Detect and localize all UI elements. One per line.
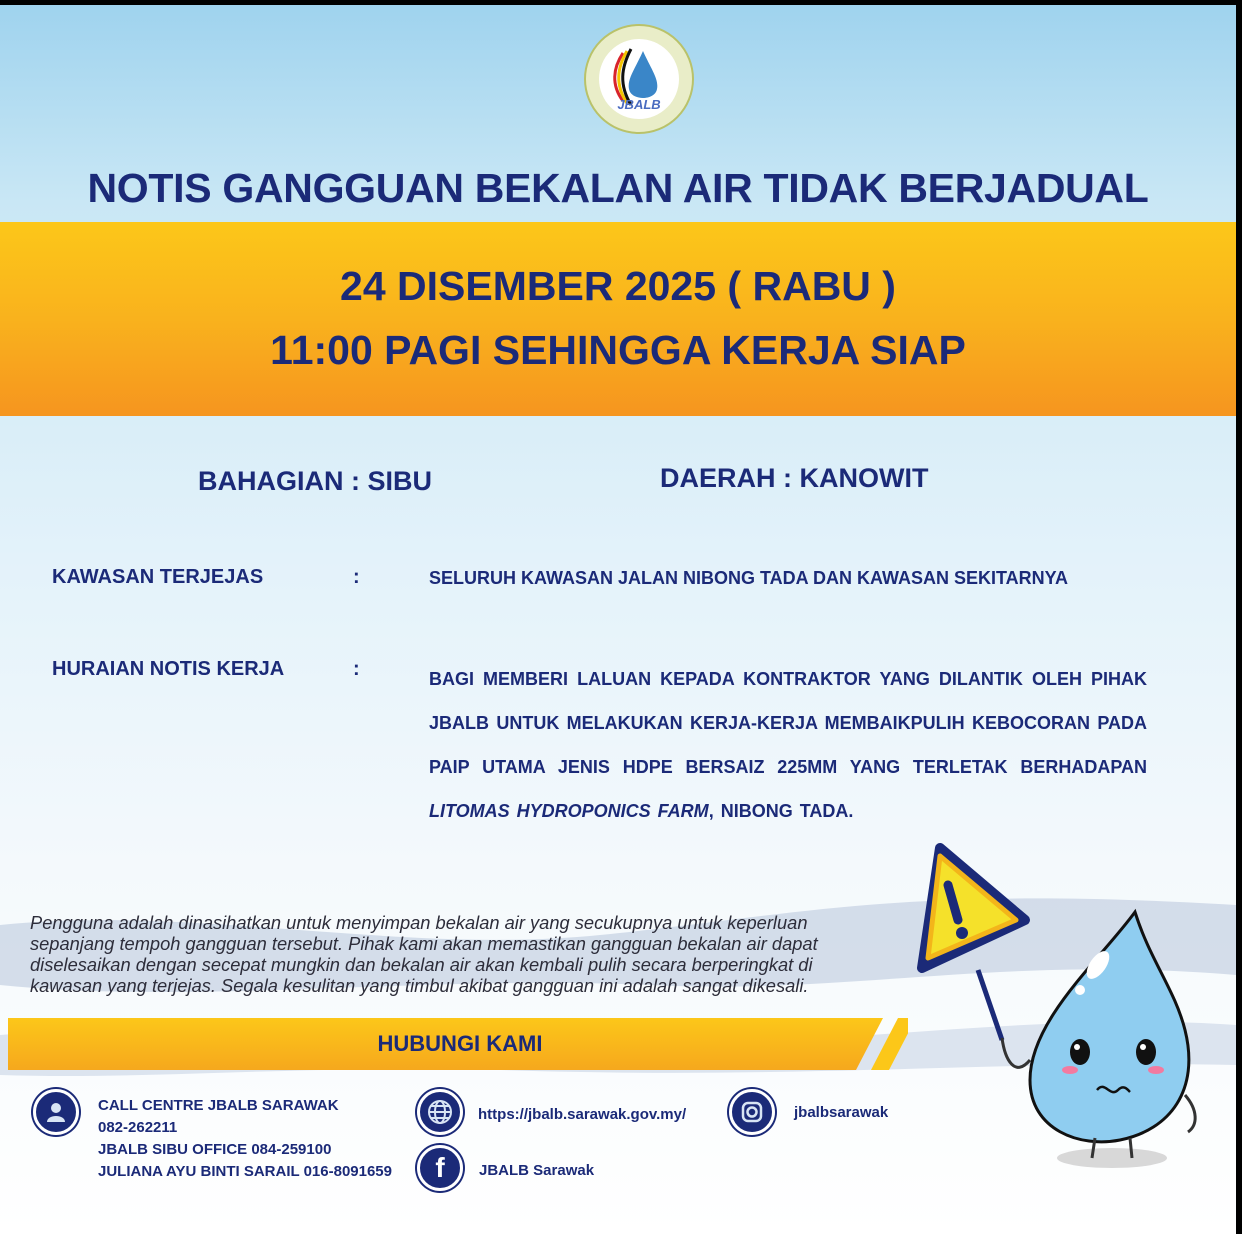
- work-text: BAGI MEMBERI LALUAN KEPADA KONTRAKTOR YANG DILANTIK OLEH PIHAK JBALB UNTUK MELAKUKAN KERJA-KERJA MEMBAIKPULIH KEBOCORAN PADA PAIP UTAMA JENIS HDPE BERSAIZ 225MM YANG TERLETAK BERHADAPAN: [429, 669, 1147, 777]
- advice-line: Pengguna adalah dinasihatkan untuk menyimpan bekalan air yang secukupnya untuk keperluan: [30, 912, 808, 933]
- colon: :: [353, 658, 360, 680]
- advice-line: sepanjang tempoh gangguan tersebut. Pihak kami akan memastikan gangguan bekalan air dapat: [30, 933, 818, 954]
- advice-line: diselesaikan dengan secepat mungkin dan bekalan air akan kembali pulih secara berperingkat di: [30, 954, 813, 975]
- work-text-end: , NIBONG TADA.: [708, 801, 854, 821]
- water-drop-mascot: [880, 840, 1236, 1234]
- instagram-icon: [729, 1089, 775, 1135]
- work-location-italic: LITOMAS HYDROPONICS FARM: [429, 801, 709, 821]
- page-title: NOTIS GANGGUAN BEKALAN AIR TIDAK BERJADUAL: [87, 165, 1149, 211]
- website-link[interactable]: https://jbalb.sarawak.gov.my/: [478, 1106, 687, 1123]
- call-centre-number[interactable]: 082-262211: [98, 1119, 178, 1136]
- schedule-time: 11:00 PAGI SEHINGGA KERJA SIAP: [270, 327, 966, 373]
- advice-paragraph: [30, 912, 890, 996]
- advice-line: kawasan yang terjejas. Segala kesulitan yang timbul akibat gangguan ini adalah sangat dikesali.: [30, 975, 809, 996]
- contact-heading: HUBUNGI KAMI: [377, 1031, 543, 1056]
- daerah-label: DAERAH : KANOWIT: [660, 463, 929, 493]
- colon: :: [353, 566, 360, 588]
- officer-number[interactable]: JULIANA AYU BINTI SARAIL 016-8091659: [98, 1163, 392, 1180]
- facebook-icon: f: [417, 1145, 463, 1191]
- instagram-link[interactable]: jbalbsarawak: [794, 1104, 889, 1121]
- affected-area-value: SELURUH KAWASAN JALAN NIBONG TADA DAN KAWASAN SEKITARNYA: [429, 568, 1069, 588]
- schedule-date: 24 DISEMBER 2025 ( RABU ): [340, 263, 896, 309]
- globe-icon: [417, 1089, 463, 1135]
- bahagian-label: BAHAGIAN : SIBU: [198, 466, 432, 496]
- work-description: [429, 657, 1147, 833]
- sibu-office-number[interactable]: JBALB SIBU OFFICE 084-259100: [98, 1141, 332, 1158]
- svg-text:JBALB: JBALB: [617, 97, 661, 112]
- affected-area-label: KAWASAN TERJEJAS: [52, 566, 264, 588]
- call-centre-label: CALL CENTRE JBALB SARAWAK: [98, 1097, 339, 1114]
- notice-poster: [0, 5, 1236, 1234]
- person-icon: [33, 1089, 79, 1135]
- work-description-label: HURAIAN NOTIS KERJA: [52, 658, 285, 680]
- sign-pole: [978, 970, 1002, 1040]
- facebook-link[interactable]: JBALB Sarawak: [479, 1162, 595, 1179]
- schedule-band: [0, 222, 1236, 416]
- jbalb-logo: [583, 23, 695, 135]
- phone-contacts: [98, 1095, 392, 1183]
- warning-sign-icon: [922, 848, 1025, 968]
